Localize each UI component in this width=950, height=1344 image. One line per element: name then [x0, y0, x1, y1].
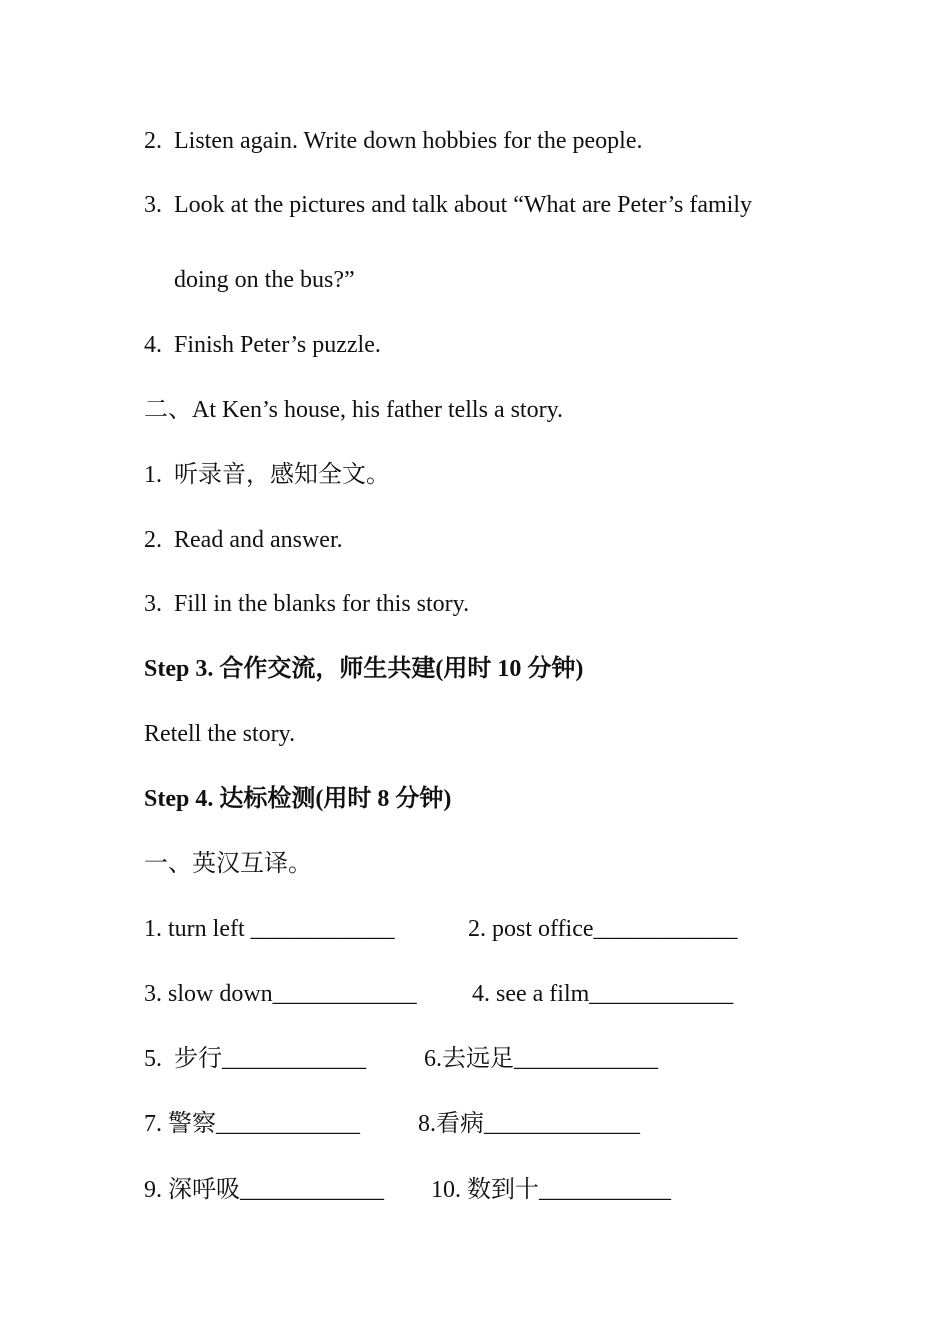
- section-two-item-3: 3. Fill in the blanks for this story.: [144, 591, 470, 617]
- section-two-item-2: 2. Read and answer.: [144, 527, 343, 553]
- exercise-item-1: 1. turn left ____________: [144, 916, 395, 942]
- exercise-item-5: 5. 步行____________: [144, 1046, 366, 1072]
- exercise-item-2: 2. post office____________: [468, 916, 738, 942]
- step3-text: Retell the story.: [144, 721, 296, 747]
- step3-heading: Step 3. 合作交流，师生共建(用时 10 分钟): [144, 656, 584, 682]
- instruction-item-3-line1: 3. Look at the pictures and talk about “What are Peter’s family: [144, 192, 753, 218]
- instruction-item-4: 4. Finish Peter’s puzzle.: [144, 332, 381, 358]
- instruction-item-2: 2. Listen again. Write down hobbies for the people.: [144, 128, 643, 154]
- section-two-heading: 二、At Ken’s house, his father tells a story.: [144, 397, 564, 423]
- exercise-item-8: 8.看病_____________: [418, 1111, 640, 1137]
- exercise-item-4: 4. see a film____________: [472, 981, 734, 1007]
- exercise-item-9: 9. 深呼吸____________: [144, 1177, 384, 1203]
- exercise-item-3: 3. slow down____________: [144, 981, 417, 1007]
- exercise-item-7: 7. 警察____________: [144, 1111, 360, 1137]
- step4-heading: Step 4. 达标检测(用时 8 分钟): [144, 786, 452, 812]
- step4-subheading: 一、英汉互译。: [144, 851, 312, 877]
- section-two-item-1: 1. 听录音，感知全文。: [144, 462, 390, 488]
- instruction-item-3-line2: doing on the bus?”: [174, 267, 355, 293]
- exercise-item-10: 10. 数到十___________: [431, 1177, 671, 1203]
- exercise-item-6: 6.去远足____________: [424, 1046, 658, 1072]
